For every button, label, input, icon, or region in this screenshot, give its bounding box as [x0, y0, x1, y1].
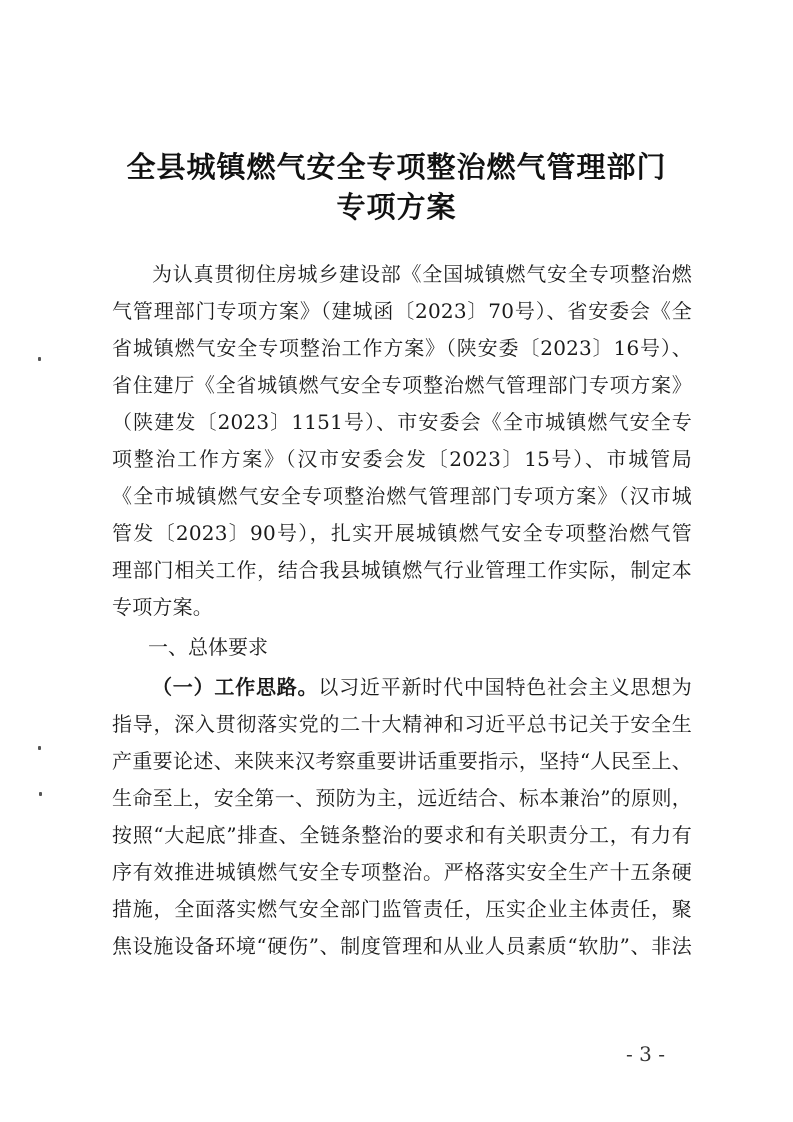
scan-mark — [38, 746, 41, 750]
subsection-first-line — [152, 672, 692, 702]
paragraph-line: 为认真贯彻住房城乡建设部《全国城镇燃气安全专项整治燃 — [152, 262, 692, 286]
paragraph-line: 省住建厅《全省城镇燃气安全专项整治燃气管理部门专项方案》 — [112, 373, 692, 397]
document-title-line-1: 全县城镇燃气安全专项整治燃气管理部门 — [126, 150, 667, 184]
paragraph-line: 管发〔2023〕90号），扎实开展城镇燃气安全专项整治燃气管 — [112, 521, 692, 545]
paragraph-line: 产重要论述、来陕来汉考察重要讲话重要指示，坚持“人民至上、 — [112, 749, 692, 773]
paragraph-line: 理部门相关工作，结合我县城镇燃气行业管理工作实际，制定本 — [112, 558, 692, 582]
paragraph-line: 生命至上，安全第一、预防为主，远近结合、标本兼治”的原则， — [112, 786, 692, 810]
paragraph-line: 措施，全面落实燃气安全部门监管责任，压实企业主体责任，聚 — [112, 897, 692, 921]
paragraph-line: 专项方案。 — [112, 595, 213, 619]
paragraph-line: 省城镇燃气安全专项整治工作方案》（陕安委〔2023〕16号）、 — [112, 336, 692, 360]
page-number: - 3 - — [626, 1042, 665, 1066]
paragraph-line: 按照“大起底”排查、全链条整治的要求和有关职责分工，有力有 — [112, 823, 692, 847]
paragraph-line: （陕建发〔2023〕1151号）、市安委会《全市城镇燃气安全专 — [112, 410, 692, 434]
paragraph-line: 焦设施设备环境“硬伤”、制度管理和从业人员素质“软肋”、非法 — [112, 934, 692, 958]
subsection-first-line-text: 以习近平新时代中国特色社会主义思想为 — [318, 675, 692, 699]
scan-mark — [39, 792, 42, 796]
paragraph-line: 气管理部门专项方案》（建城函〔2023〕70号）、省安委会《全 — [112, 299, 692, 323]
paragraph-line: 序有效推进城镇燃气安全专项整治。严格落实安全生产十五条硬 — [112, 860, 692, 884]
subsection-label: （一）工作思路。 — [152, 675, 319, 699]
document-title-line-2: 专项方案 — [336, 190, 457, 224]
paragraph-line: 《全市城镇燃气安全专项整治燃气管理部门专项方案》（汉市城 — [112, 484, 692, 508]
paragraph-line: 项整治工作方案》（汉市安委会发〔2023〕15号）、市城管局 — [112, 447, 692, 471]
paragraph-line: 指导，深入贯彻落实党的二十大精神和习近平总书记关于安全生 — [112, 712, 692, 736]
section-heading: 一、总体要求 — [148, 635, 268, 659]
scan-mark — [38, 357, 41, 361]
